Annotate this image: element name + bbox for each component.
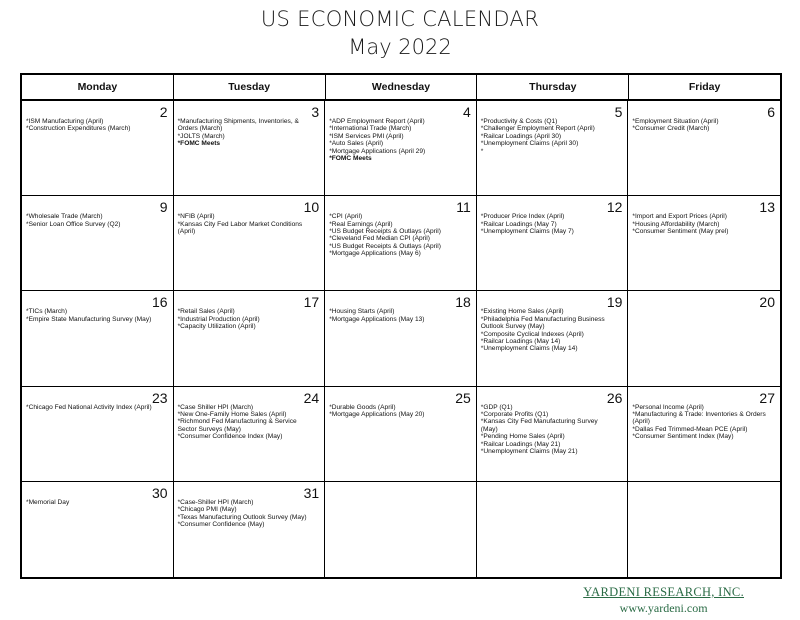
- calendar-day-cell: [628, 291, 780, 386]
- day-number: 25: [455, 389, 471, 406]
- calendar-day-cell: [174, 101, 326, 196]
- event-list: [26, 404, 170, 411]
- calendar: [20, 73, 782, 579]
- event-item: *Wholesale Trade (March): [26, 213, 103, 221]
- event-list: [329, 213, 473, 257]
- calendar-day-cell: [325, 291, 477, 386]
- weekday-monday: Monday: [22, 75, 174, 99]
- event-item: *Mortgage Applications (May 20): [329, 411, 425, 418]
- event-item: *Mortgage Applications (May 13): [329, 315, 425, 323]
- calendar-day-cell: [477, 387, 629, 482]
- event-item: *Auto Sales (April): [329, 140, 384, 148]
- calendar-day-cell: [22, 291, 174, 386]
- calendar-day-cell: [325, 196, 477, 291]
- day-number: 10: [303, 199, 320, 216]
- event-item: *CPI (April): [329, 213, 363, 221]
- event-item: *Mortgage Applications (May 6): [329, 250, 421, 258]
- event-item: *Consumer Sentiment Index (May): [632, 433, 734, 441]
- calendar-day-cell: [628, 101, 780, 196]
- event-item: *US Budget Receipts & Outlays (April): [329, 242, 441, 250]
- calendar-day-cell: [628, 196, 780, 291]
- event-item: *TICs (March): [26, 308, 68, 316]
- calendar-day-cell: [628, 387, 780, 482]
- day-number: 27: [759, 389, 775, 406]
- event-item: *Consumer Credit (March): [632, 125, 710, 133]
- event-list: [481, 308, 625, 352]
- day-number: 19: [606, 294, 623, 311]
- calendar-day-cell: [174, 482, 326, 577]
- event-item: Outlook Survey (May): [480, 323, 545, 331]
- event-item: *Texas Manufacturing Outlook Survey (May): [177, 513, 307, 521]
- event-item: *Senior Loan Office Survey (Q2): [26, 220, 121, 228]
- weekday-thursday: Thursday: [477, 75, 629, 99]
- event-item: *NFIB (April): [177, 213, 215, 221]
- event-item: *Case-Shiller HPI (March): [177, 498, 254, 506]
- calendar-day-cell: [22, 482, 174, 577]
- event-item: *Pending Home Sales (April): [480, 433, 565, 441]
- day-number: 6: [767, 104, 775, 120]
- event-item: *Memorial Day: [26, 498, 70, 506]
- event-item: *US Budget Receipts & Outlays (April): [329, 228, 441, 235]
- event-item: *Kansas City Fed Labor Market Conditions: [177, 220, 303, 228]
- event-item: *Personal Income (April): [632, 403, 704, 411]
- event-item: *International Trade (March): [329, 125, 412, 133]
- calendar-day-cell: [628, 482, 780, 577]
- event-item: *Unemployment Claims (May 7): [480, 228, 574, 235]
- day-number: 3: [311, 104, 320, 120]
- calendar-day-cell: [174, 387, 326, 482]
- event-item: *Real Earnings (April): [329, 220, 393, 228]
- event-item: *Manufacturing Shipments, Inventories, &: [177, 118, 299, 125]
- event-item: *Consumer Confidence Index (May): [177, 433, 283, 441]
- calendar-grid: [22, 101, 780, 577]
- event-item: *Housing Affordability (March): [632, 220, 720, 228]
- event-item: *Unemployment Claims (April 30): [480, 140, 579, 148]
- calendar-day-cell: [174, 196, 326, 291]
- event-item: *ISM Manufacturing (April): [26, 118, 104, 125]
- weekday-wednesday: Wednesday: [326, 75, 478, 99]
- day-number: 23: [152, 389, 168, 406]
- day-number: 16: [152, 294, 168, 311]
- event-item: Sector Surveys (May): [177, 425, 241, 433]
- event-item: *Capacity Utilization (April): [177, 323, 256, 331]
- event-list: [481, 404, 625, 456]
- event-item: *Mortgage Applications (April 29): [329, 147, 426, 155]
- event-list: [632, 404, 777, 441]
- event-item: *Railcar Loadings (May 7): [480, 220, 557, 228]
- event-list: [26, 213, 170, 228]
- event-list: [329, 404, 473, 419]
- event-list: [26, 118, 170, 133]
- event-list: [481, 118, 625, 155]
- weekday-header-row: [22, 75, 780, 101]
- calendar-day-cell: [477, 482, 629, 577]
- day-number: 2: [159, 104, 168, 120]
- event-item: *Productivity & Costs (Q1): [480, 118, 558, 125]
- calendar-day-cell: [477, 291, 629, 386]
- calendar-day-cell: [477, 196, 629, 291]
- event-item: *New One-Family Home Sales (April): [177, 411, 287, 418]
- event-list: [178, 404, 322, 441]
- event-item: *FOMC Meets: [329, 155, 372, 163]
- event-item: *Employment Situation (April): [632, 118, 719, 125]
- calendar-day-cell: [477, 101, 629, 196]
- event-item: *Retail Sales (April): [177, 308, 235, 316]
- event-item: *Manufacturing & Trade: Inventories & Orders: [632, 411, 766, 418]
- event-item: *Import and Export Prices (April): [632, 213, 727, 221]
- event-item: *Empire State Manufacturing Survey (May): [26, 315, 152, 323]
- event-item: *Consumer Confidence (May): [177, 521, 265, 529]
- event-list: [178, 499, 322, 529]
- event-list: [632, 118, 777, 133]
- weekday-friday: Friday: [688, 81, 721, 93]
- event-list: [178, 308, 322, 330]
- day-number: 9: [159, 199, 168, 216]
- event-item: (April): [177, 228, 196, 235]
- footer-url[interactable]: www.yardeni.com: [619, 601, 708, 615]
- event-item: *Durable Goods (April): [329, 403, 396, 411]
- event-item: *FOMC Meets: [177, 140, 221, 148]
- event-item: *Composite Cyclical Indexes (April): [480, 330, 584, 338]
- calendar-day-cell: [22, 387, 174, 482]
- day-number: 31: [303, 484, 320, 501]
- event-list: [329, 308, 473, 323]
- calendar-day-cell: [174, 291, 326, 386]
- event-item: *Housing Starts (April): [329, 308, 395, 316]
- event-item: *Cleveland Fed Median CPI (April): [329, 235, 430, 243]
- event-item: *Chicago PMI (May): [177, 506, 237, 514]
- event-item: *Case Shiller HPI (March): [177, 403, 254, 411]
- event-item: *ADP Employment Report (April): [329, 118, 425, 125]
- event-list: [178, 118, 322, 148]
- day-number: 30: [152, 484, 168, 501]
- event-item: *: [480, 147, 484, 155]
- event-list: [178, 213, 322, 235]
- calendar-day-cell: [22, 101, 174, 196]
- day-number: 4: [463, 104, 471, 120]
- calendar-day-cell: [325, 387, 477, 482]
- event-item: *Unemployment Claims (May 21): [480, 448, 578, 456]
- day-number: 18: [455, 294, 471, 311]
- event-item: *Philadelphia Fed Manufacturing Business: [480, 315, 605, 323]
- day-number: 20: [759, 294, 775, 311]
- event-item: (April): [632, 418, 650, 426]
- event-item: *Corporate Profits (Q1): [480, 411, 549, 418]
- calendar-day-cell: [22, 196, 174, 291]
- day-number: 26: [606, 389, 623, 406]
- event-item: *Chicago Fed National Activity Index (April): [26, 403, 152, 411]
- page-title: US ECONOMIC CALENDAR: [260, 7, 540, 31]
- event-item: *Richmond Fed Manufacturing & Service: [177, 418, 297, 426]
- footer: [583, 585, 744, 616]
- day-number: 17: [303, 294, 320, 311]
- day-number: 13: [759, 199, 775, 216]
- event-item: *GDP (Q1): [480, 403, 513, 411]
- event-item: *ISM Services PMI (April): [329, 132, 404, 140]
- event-list: [26, 499, 170, 506]
- event-item: *Consumer Sentiment (May prel): [632, 228, 729, 235]
- weekday-tuesday: Tuesday: [174, 75, 326, 99]
- day-number: 24: [303, 389, 320, 406]
- event-item: *Railcar Loadings (May 21): [480, 440, 561, 448]
- event-item: *Railcar Loadings (May 14): [480, 338, 561, 346]
- footer-company[interactable]: YARDENI RESEARCH, INC.: [583, 585, 744, 599]
- event-list: [481, 213, 625, 235]
- event-item: *Producer Price Index (April): [480, 213, 565, 221]
- page-subtitle: May 2022: [348, 35, 452, 59]
- event-item: (May): [480, 425, 498, 433]
- calendar-day-cell: [325, 101, 477, 196]
- event-item: *Kansas City Fed Manufacturing Survey: [480, 418, 598, 426]
- event-item: *Railcar Loadings (April 30): [480, 132, 562, 140]
- event-item: *Challenger Employment Report (April): [480, 125, 595, 133]
- event-item: *Industrial Production (April): [177, 315, 260, 323]
- calendar-day-cell: [325, 482, 477, 577]
- event-list: [26, 308, 170, 323]
- event-item: *JOLTS (March): [177, 132, 225, 140]
- event-item: *Construction Expenditures (March): [26, 125, 131, 133]
- day-number: 12: [606, 199, 623, 216]
- event-item: *Existing Home Sales (April): [480, 308, 564, 316]
- event-list: [329, 118, 473, 162]
- event-item: Orders (March): [177, 125, 223, 133]
- event-item: *Dallas Fed Trimmed-Mean PCE (April): [632, 425, 748, 433]
- event-item: *Unemployment Claims (May 14): [480, 345, 578, 353]
- day-number: 11: [456, 199, 471, 216]
- event-list: [632, 213, 777, 235]
- day-number: 5: [614, 104, 623, 120]
